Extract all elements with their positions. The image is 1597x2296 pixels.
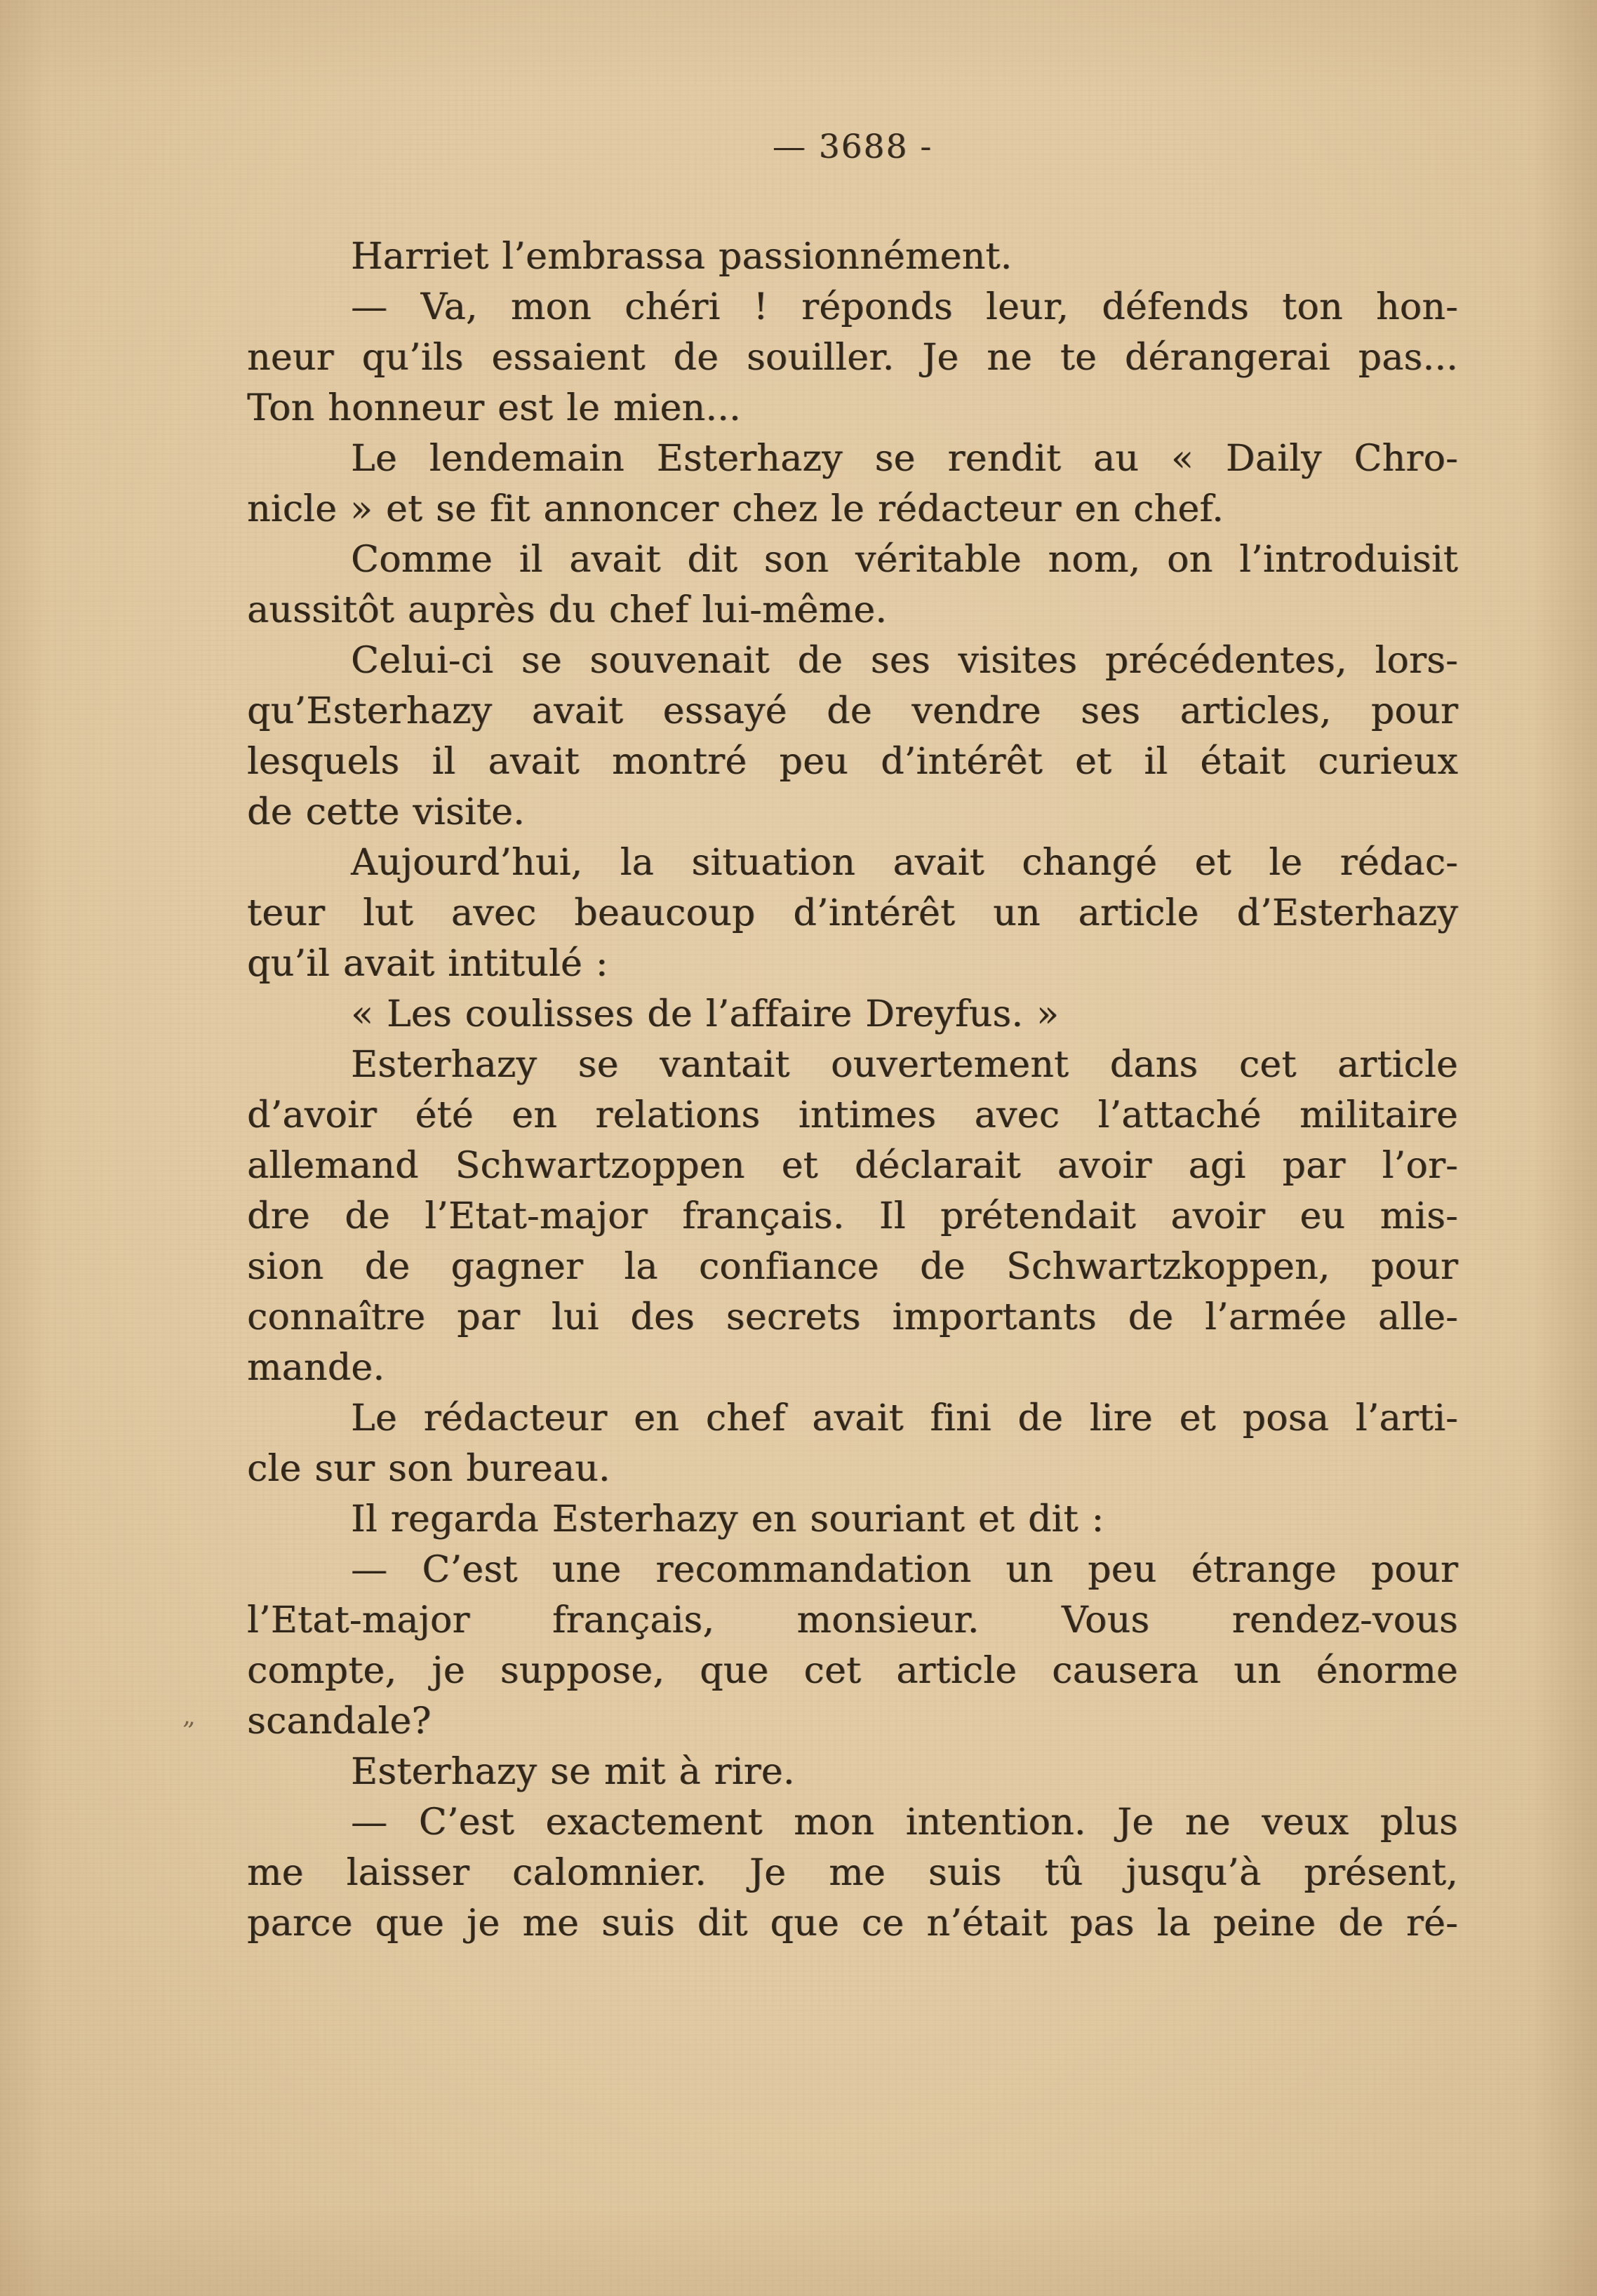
text-line: Ton honneur est le mien... <box>247 387 741 429</box>
text-line: me laisser calomnier. Je me suis tû jusqu’à présent, <box>247 1852 1458 1894</box>
text-line: Comme il avait dit son véritable nom, on l’introduisit <box>351 539 1458 581</box>
text-line: compte, je suppose, que cet article causera un énorme <box>247 1650 1458 1692</box>
text-line: l’Etat-major français, monsieur. Vous rendez-vous <box>247 1599 1458 1642</box>
text-line: qu’il avait intitulé : <box>247 943 608 985</box>
text-line: neur qu’ils essaient de souiller. Je ne te dérangerai pas... <box>247 337 1458 379</box>
text-line: qu’Esterhazy avait essayé de vendre ses articles, pour <box>247 690 1458 732</box>
text-line: — C’est une recommandation un peu étrange pour <box>351 1549 1458 1591</box>
text-line: Il regarda Esterhazy en souriant et dit : <box>351 1498 1104 1540</box>
text-line: connaître par lui des secrets importants de l’armée alle- <box>247 1296 1458 1338</box>
text-line: cle sur son bureau. <box>247 1448 610 1490</box>
text-line: Esterhazy se vantait ouvertement dans cet article <box>351 1044 1458 1086</box>
text-line: Le lendemain Esterhazy se rendit au « Daily Chro- <box>351 438 1458 480</box>
text-line: sion de gagner la confiance de Schwartzkoppen, pour <box>247 1246 1458 1288</box>
text-line: allemand Schwartzoppen et déclarait avoir agi par l’or- <box>247 1145 1458 1187</box>
text-line: « Les coulisses de l’affaire Dreyfus. » <box>351 993 1060 1035</box>
text-line: aussitôt auprès du chef lui-même. <box>247 589 888 631</box>
text-line: mande. <box>247 1347 385 1389</box>
text-line: — C’est exactement mon intention. Je ne veux plus <box>351 1801 1458 1844</box>
text-line: Le rédacteur en chef avait fini de lire et posa l’arti- <box>351 1397 1458 1439</box>
text-line: d’avoir été en relations intimes avec l’attaché militaire <box>247 1094 1458 1136</box>
body-text <box>247 231 1458 1949</box>
text-line: dre de l’Etat-major français. Il prétendait avoir eu mis- <box>247 1195 1458 1237</box>
text-line: teur lut avec beaucoup d’intérêt un article d’Esterhazy <box>247 892 1458 934</box>
text-line: Aujourd’hui, la situation avait changé et le rédac- <box>351 842 1458 884</box>
text-line: nicle » et se fit annoncer chez le rédacteur en chef. <box>247 488 1224 530</box>
text-line: scandale? <box>247 1700 432 1743</box>
text-line: Esterhazy se mit à rire. <box>351 1751 795 1793</box>
text-line: Celui-ci se souvenait de ses visites précédentes, lors- <box>351 640 1458 682</box>
text-line: de cette visite. <box>247 791 525 833</box>
text-line: — Va, mon chéri ! réponds leur, défends ton hon- <box>351 286 1458 328</box>
text-line: lesquels il avait montré peu d’intérêt et il était curieux <box>247 741 1458 783</box>
margin-ink-mark: ” <box>179 1716 196 1747</box>
text-line: parce que je me suis dit que ce n’était pas la peine de ré- <box>247 1902 1458 1945</box>
page-number: — 3688 - <box>772 128 933 166</box>
text-line: Harriet l’embrassa passionnément. <box>351 236 1013 278</box>
